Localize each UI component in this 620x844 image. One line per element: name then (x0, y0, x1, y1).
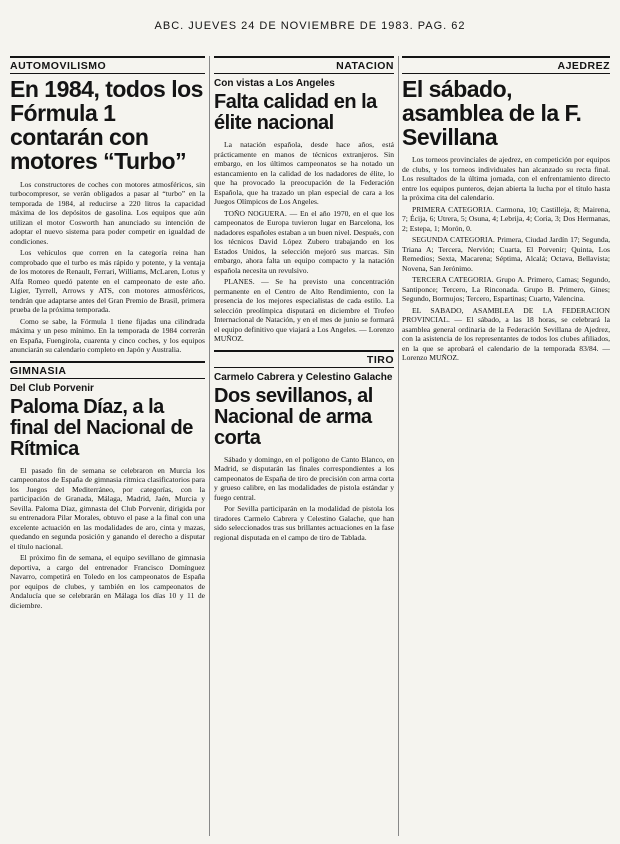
article-paragraph: La natación española, desde hace años, está prácticamente en manos de técnicos extranjeros. Sin embargo, en los últimos campeonatos se ha notado un estancamiento en la calidad de los nadadores de élite, lo que ha provocado la preocupación de la Federación Española, que ha trazado un plan especial de cara a los Juegos Olímpicos de Los Angeles. (214, 140, 394, 206)
column-middle (214, 56, 394, 836)
article-paragraph: PRIMERA CATEGORIA. Carmona, 10; Castilleja, 8; Mairena, 7; Écija, 6; Utrera, 5; Osuna, 4; Lebrija, 4; Coria, 3; Dos Hermanas, 2; Estepa, 1; Morón, 0. (402, 204, 610, 233)
article-paragraph: Sábado y domingo, en el polígono de Canto Blanco, en Madrid, se disputarán las finales correspondientes a los campeonatos de España de tiro de precisión con arma corta y grueso calibre, en las modalidades de pistola estándar y fuego central. (214, 454, 394, 502)
column-right (402, 56, 610, 836)
kicker-tiradores: Carmelo Cabrera y Celestino Galache (214, 371, 393, 383)
article-paragraph: SEGUNDA CATEGORIA. Primera, Ciudad Jardín 17; Segunda, Triana A; Tercera, Nervión; Cuarta, El Porvenir; Quinta, Los Remedios; Sexta, Macarena; Séptima, Alcalá; Octava, Bellavista; Novena, San Jerónimo. (402, 235, 610, 273)
article-paragraph: PLANES. — Se ha previsto una concentración permanente en el Centro de Alto Rendimiento, con la presencia de los mejores especialistas de cada estilo. La selección preolímpica disputará en diciembre el Trofeo Internacional de Natación, y en el mes de junio se formará el equipo definitivo que viajará a Los Angeles. — Lorenzo MUÑOZ. (214, 277, 394, 343)
article-paragraph: Los constructores de coches con motores atmosféricos, sin turbocompresor, se verán obligados a pasar al “turbo” en la temporada de 1984, al reducirse a 220 litros la capacidad máxima de los depósitos de gasolina. Los equipos que aún utilizan el motor Cosworth han anunciado su intención de adoptar el nuevo sistema para poder competir en igualdad de condiciones. (10, 179, 205, 246)
column-divider (398, 56, 399, 836)
article-paragraph: El próximo fin de semana, el equipo sevillano de gimnasia deportiva, a cargo del entrenador Francisco Domínguez Navarro, competirá en Toledo en los campeonatos de España por equipos de clubes, y también en los campeonatos de Andalucía que se celebrarán en Málaga los días 10 y 11 de diciembre. (10, 553, 205, 610)
section-gimnasia: GIMNASIA (10, 361, 205, 379)
headline-tiro: Dos sevillanos, al Nacional de arma corta (214, 384, 373, 449)
section-natacion: NATACION (214, 56, 394, 74)
article-paragraph: EL SABADO, ASAMBLEA DE LA FEDERACION PROVINCIAL. — El sábado, a las 18 horas, se celebrará la asamblea general ordinaria de la Federación Sevillana de Ajedrez, con la asistencia de los representantes de todos los clubes afiliados, en la que se aprobará el calendario de la temporada 83/84. — Lorenzo MUÑOZ. (402, 305, 610, 363)
article-paragraph: Por Sevilla participarán en la modalidad de pistola los tiradores Carmelo Cabrera y Celestino Galache, que han sido seleccionados tras sus brillantes actuaciones en la fase regional disputada en el campo de tiro de Tablada. (214, 504, 394, 542)
kicker-porvenir: Del Club Porvenir (10, 382, 94, 394)
column-left (10, 56, 205, 836)
section-ajedrez: AJEDREZ (402, 56, 610, 74)
kicker-los-angeles: Con vistas a Los Angeles (214, 78, 335, 89)
headline-natacion: Falta calidad en la élite nacional (214, 91, 377, 134)
article-paragraph: TERCERA CATEGORIA. Grupo A. Primero, Camas; Segundo, Santiponce; Tercero, La Rinconada. Grupo B. Primero, Gines; Segundo, Bormujos; Tercero, Espartinas; Cuarto, Valencina. (402, 275, 610, 304)
section-tiro: TIRO (214, 350, 394, 368)
page-header: ABC. JUEVES 24 DE NOVIEMBRE DE 1983. PAG. 62 (154, 20, 466, 32)
article-paragraph: Los vehículos que corren en la categoría reina han comprobado que el turbo es más rápido y potente, y la ventaja de los motores de Renault, Ferrari, Williams, McLaren, Lotus y Alfa Romeo quedó patente en el campeonato de este año. Ligier, Tyrrell, Arrows y ATS, con motores atmosféricos, tendrán que adaptarse antes del Gran Premio de Brasil, primera prueba de la próxima temporada. (10, 248, 205, 315)
article-paragraph: Como se sabe, la Fórmula 1 tiene fijadas una cilindrada máxima y un peso mínimo. En la temporada de 1984 correrán en España, Fuengirola, cuarenta y cinco coches, y los equipos anunciarán su calendario completo en Japón y Australia. (10, 316, 205, 355)
article-paragraph: Los torneos provinciales de ajedrez, en competición por equipos de clubs, y los torneos individuales han alcanzado su recta final. Los resultados de la última jornada, con el enfrentamiento directo entre los equipos punteros, dejan abierta la lucha por el título hasta la próxima cita del calendario. (402, 155, 610, 203)
headline-paloma-diaz: Paloma Díaz, a la final del Nacional de Rítmica (10, 395, 193, 460)
headline-formula1: En 1984, todos los Fórmula 1 contarán con motores “Turbo” (10, 76, 203, 175)
section-automovilismo: AUTOMOVILISMO (10, 56, 205, 74)
article-paragraph: El pasado fin de semana se celebraron en Murcia los campeonatos de España de gimnasia rítmica clasificatorios para los Juegos del Mediterráneo, por categorías, con la participación de Granada, Málaga, Madrid, Jaén, Murcia y Sevilla. Paloma Díaz, gimnasta del Club Porvenir, dirigida por su entrenadora Pilar Morales, obtuvo el pase a la final con una excelente actuación en las modalidades de aro, cinta y mazas, quedando en segunda posición y ganando el derecho a disputar el título nacional. (10, 465, 205, 551)
headline-ajedrez: El sábado, asamblea de la F. Sevillana (402, 76, 582, 151)
column-divider (209, 56, 210, 836)
article-paragraph: TOÑO NOGUERA. — En el año 1970, en el que los campeonatos de Europa tuvieron lugar en Barcelona, los nadadores españoles estaban a un buen nivel. Después, con los técnicos David López Zubero trabajando en los Estados Unidos, la selección mejoró sus marcas. Sin embargo, ahora falta un equipo compacto y la natación española necesita un revulsivo. (214, 208, 394, 275)
